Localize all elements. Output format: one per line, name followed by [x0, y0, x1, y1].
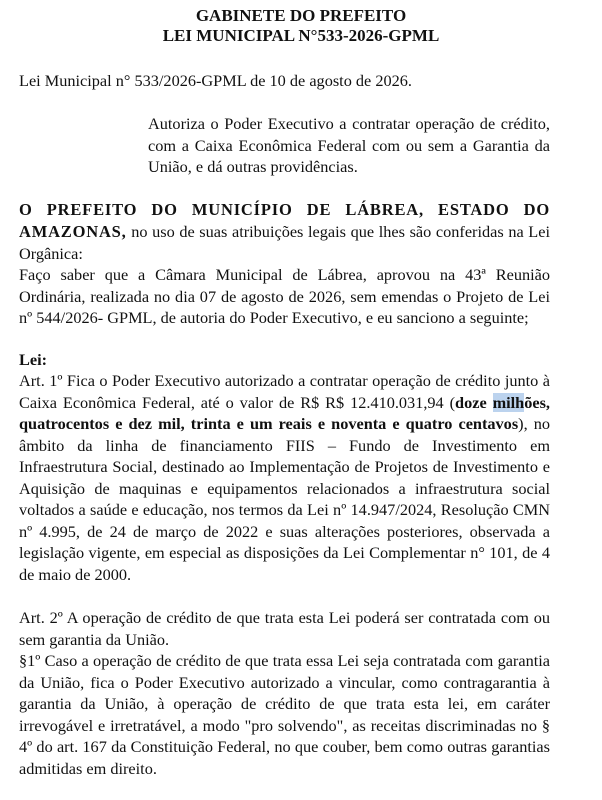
article-1-text-start: Art. 1º Fica o Poder Executivo autorizado a contratar operação de crédito junto à Caixa Econômica Federal, até o valor de R$ R$ 12.410.031,94 (	[19, 371, 550, 412]
office-title: GABINETE DO PREFEITO	[195, 6, 407, 25]
article-1-amount-words-b: ões, quatrocentos e dez mil, trinta e um reais e noventa e quatro centavos	[19, 392, 551, 433]
text-selection-highlight[interactable]: milh	[492, 392, 525, 412]
lei-label: Lei:	[19, 350, 48, 369]
preamble	[19, 199, 550, 265]
article-2: Art. 2º A operação de crédito de que trata esta Lei poderá ser contratada com ou sem garantia da União.	[19, 608, 550, 649]
intro-paragraph: Faço saber que a Câmara Municipal de Lábrea, aprovou na 43ª Reunião Ordinária, realizada no dia 07 de agosto de 2026, sem emendas o Projeto de Lei nº 544/2026- GPML, de autoria do Poder Executivo, e eu sanciono a seguinte;	[19, 265, 550, 327]
preamble-text: no uso de suas atribuições legais que lhes são conferidas na Lei Orgânica:	[19, 222, 550, 263]
paragraph-1: §1º Caso a operação de crédito de que trata essa Lei seja contratada com garantia da União, fica o Poder Executivo autorizado a vincular, como contragarantia à garantia da União, à operação de crédito de que trata esta lei, em caráter irrevogável e irretratável, a modo "pro solvendo", as receitas discriminadas no § 4º do art. 167 da Constituição Federal, no que couber, bem como outras garantias admitidas em direito.	[19, 651, 550, 778]
article-1	[19, 370, 550, 585]
article-1-amount-words-a: doze	[455, 392, 493, 412]
article-1-text-end: ), no âmbito da linha de financiamento FIIS – Fundo de Investimento em Infraestrutura Social, destinado ao Implementação de Projetos de Investimento e Aquisição de maquinas e equipamentos relacionados a infraestrutura social voltados a saúde e educação, nos termos da Lei nº 14.947/2024, Resolução CMN nº 4.995, de 24 de março de 2022 e suas alterações posteriores, observada a legislação vigente, em especial as disposições da Lei Complementar n° 101, de 4 de maio de 2000.	[19, 414, 551, 584]
law-reference: Lei Municipal n° 533/2026-GPML de 10 de agosto de 2026.	[19, 71, 412, 90]
law-title: LEI MUNICIPAL N°533-2026-GPML	[162, 26, 440, 45]
document-header	[0, 0, 602, 46]
ementa: Autoriza o Poder Executivo a contratar operação de crédito, com a Caixa Econômica Federal com ou sem a Garantia da União, e dá outras providências.	[148, 114, 550, 176]
preamble-bold: O PREFEITO DO MUNICÍPIO DE LÁBREA, ESTADO DO AMAZONAS,	[19, 200, 550, 241]
